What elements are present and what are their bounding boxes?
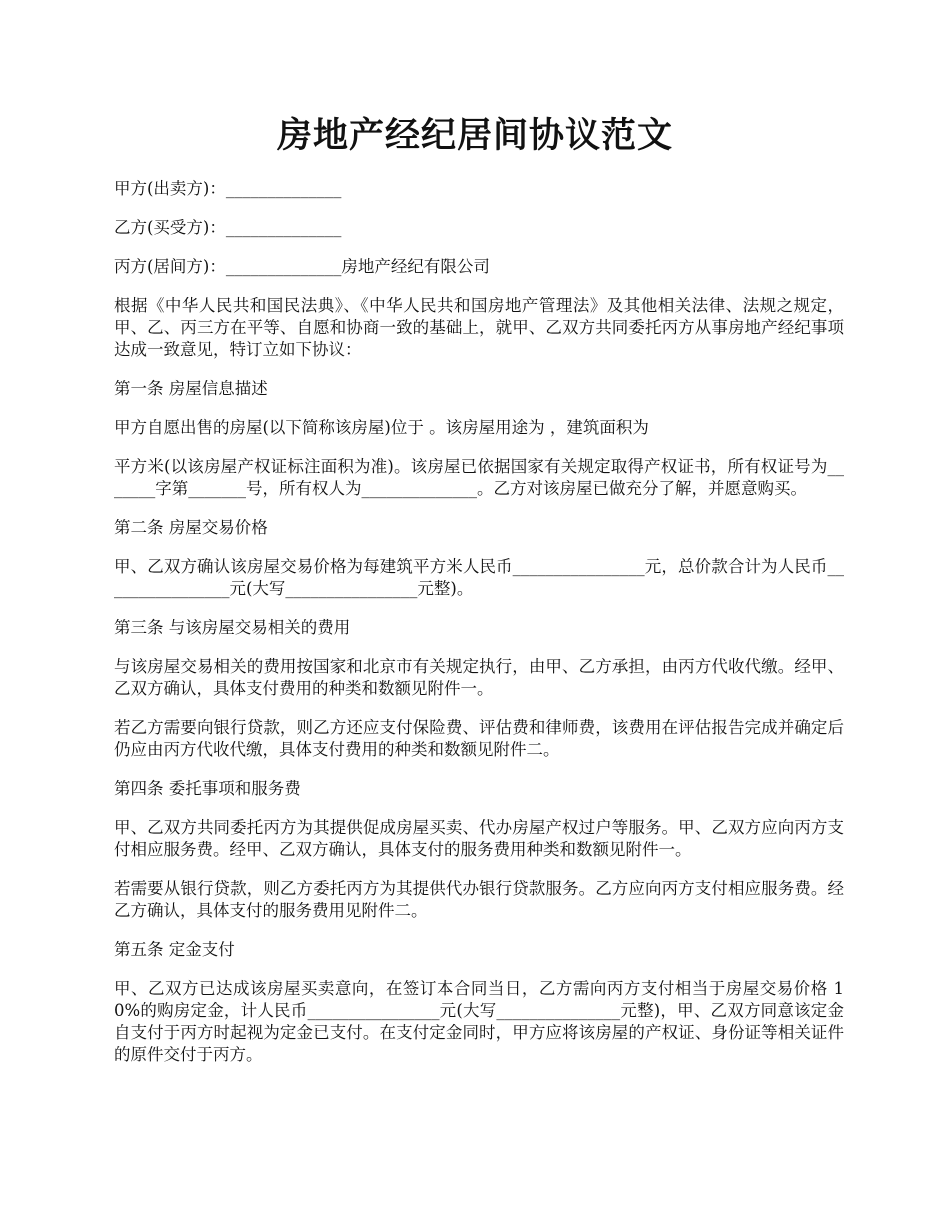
paragraph-text: 乙方(买受方)：______________ [114, 218, 342, 237]
paragraph-text: 丙方(居间方)：______________房地产经纪有限公司 [114, 257, 490, 276]
article-5-paragraph [114, 978, 844, 1066]
article-2-paragraph [114, 556, 844, 600]
article-3-paragraph-2 [114, 717, 844, 761]
article-4-paragraph-1 [114, 817, 844, 861]
article-5-heading [114, 939, 844, 961]
article-2-heading [114, 517, 844, 539]
paragraph-text: 甲方自愿出售的房屋(以下简称该房屋)位于 。该房屋用途为 ，建筑面积为 [114, 418, 649, 437]
paragraph-text: 若需要从银行贷款，则乙方委托丙方为其提供代办银行贷款服务。乙方应向丙方支付相应服务费。经乙方确认，具体支付的服务费用见附件二。 [114, 879, 844, 920]
article-3-heading [114, 617, 844, 639]
article-4-paragraph-2 [114, 878, 844, 922]
party-a-line [114, 178, 844, 200]
document-body [114, 178, 844, 1083]
paragraph-text: 甲方(出卖方)：______________ [114, 179, 342, 198]
paragraph-text: 若乙方需要向银行贷款，则乙方还应支付保险费、评估费和律师费，该费用在评估报告完成并确定后仍应由丙方代收代缴，具体支付费用的种类和数额见附件二。 [114, 718, 844, 759]
paragraph-text: 第五条 定金支付 [114, 940, 235, 959]
article-1-heading [114, 378, 844, 400]
preamble-paragraph [114, 295, 844, 361]
party-c-line [114, 256, 844, 278]
party-b-line [114, 217, 844, 239]
article-1-paragraph-1 [114, 417, 844, 439]
paragraph-text: 第二条 房屋交易价格 [114, 518, 268, 537]
article-3-paragraph-1 [114, 656, 844, 700]
article-1-paragraph-2 [114, 456, 844, 500]
paragraph-text: 第四条 委托事项和服务费 [114, 779, 301, 798]
paragraph-text: 平方米(以该房屋产权证标注面积为准)。该房屋已依据国家有关规定取得产权证书，所有权证号为_______字第_______号，所有权人为______________。乙方对该房屋已做充分了解，并愿意购买。 [114, 457, 844, 498]
paragraph-text: 甲、乙双方已达成该房屋买卖意向，在签订本合同当日，乙方需向丙方支付相当于房屋交易价格 10%的购房定金，计人民币________________元(大写_______________元整)，甲、乙双方同意该定金自支付于丙方时起视为定金已支付。在支付定金同时，甲方应将该房屋的产权证、身份证等相关证件的原件交付于丙方。 [114, 979, 844, 1064]
document-title: 房地产经纪居间协议范文 [276, 115, 673, 156]
paragraph-text: 甲、乙双方共同委托丙方为其提供促成房屋买卖、代办房屋产权过户等服务。甲、乙双方应向丙方支付相应服务费。经甲、乙双方确认，具体支付的服务费用种类和数额见附件一。 [114, 818, 844, 859]
article-4-heading [114, 778, 844, 800]
paragraph-text: 根据《中华人民共和国民法典》、《中华人民共和国房地产管理法》及其他相关法律、法规之规定，甲、乙、丙三方在平等、自愿和协商一致的基础上，就甲、乙双方共同委托丙方从事房地产经纪事项达成一致意见，特订立如下协议： [114, 296, 844, 359]
paragraph-text: 与该房屋交易相关的费用按国家和北京市有关规定执行，由甲、乙方承担，由丙方代收代缴。经甲、乙双方确认，具体支付费用的种类和数额见附件一。 [114, 657, 844, 698]
paragraph-text: 甲、乙双方确认该房屋交易价格为每建筑平方米人民币________________元，总价款合计为人民币________________元(大写________________元整)。 [114, 557, 844, 598]
paragraph-text: 第一条 房屋信息描述 [114, 379, 268, 398]
paragraph-text: 第三条 与该房屋交易相关的费用 [114, 618, 351, 637]
